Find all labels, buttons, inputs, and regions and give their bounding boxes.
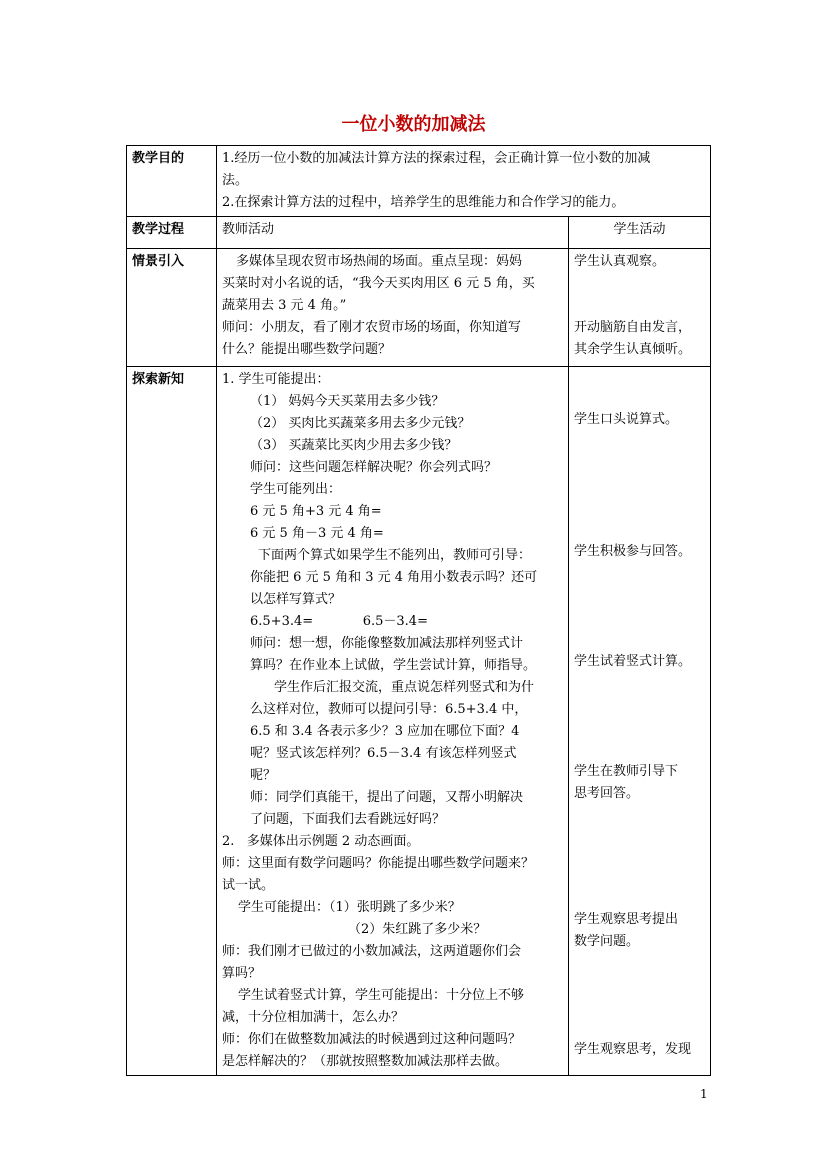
explore-line: （3） 买蔬菜比买肉少用去多少钱？ bbox=[250, 438, 458, 453]
explore-line: 了问题，下面我们去看跳远好吗？ bbox=[250, 812, 446, 827]
explore-line: 下面两个算式如果学生不能列出，教师可引导： bbox=[258, 548, 532, 563]
explore-line: 师：我们刚才已做过的小数加减法，这两道题你们会 bbox=[222, 944, 522, 959]
explore-line: 学生试着竖式计算，学生可能提出：十分位上不够 bbox=[238, 988, 525, 1003]
explore-student-note: 学生积极参与回答。 bbox=[574, 544, 692, 559]
goals-label: 教学目的 bbox=[127, 146, 217, 217]
explore-line: 学生作后汇报交流，重点说怎样列竖式和为什 bbox=[274, 680, 535, 695]
explore-line: 试一试。 bbox=[222, 878, 275, 893]
explore-line: 你能把 6 元 5 角和 3 元 4 角用小数表示吗？还可 bbox=[250, 570, 538, 585]
explore-line: 以怎样写算式？ bbox=[250, 592, 342, 607]
explore-label: 探索新知 bbox=[127, 367, 217, 1076]
explore-row bbox=[127, 367, 711, 1076]
explore-student-note: 学生观察思考，发现 bbox=[574, 1042, 692, 1057]
explore-line: （1） 妈妈今天买菜用去多少钱？ bbox=[250, 394, 445, 409]
goals-content bbox=[217, 146, 711, 217]
explore-student-note: 学生口头说算式。 bbox=[574, 412, 679, 427]
goals-line: 1.经历一位小数的加减法计算方法的探索过程，会正确计算一位小数的加减 bbox=[222, 151, 651, 166]
explore-line: 是怎样解决的？（那就按照整数加减法那样去做。 bbox=[222, 1054, 509, 1069]
explore-line: 算吗？ bbox=[222, 966, 262, 981]
explore-line: 学生可能列出： bbox=[250, 482, 342, 497]
intro-teacher-activity bbox=[217, 249, 569, 367]
explore-line: 师：这里面有数学问题吗？你能提出哪些数学问题来？ bbox=[222, 856, 535, 871]
teacher-activity-header: 教师活动 bbox=[217, 217, 569, 249]
intro-student-line: 其余学生认真倾听。 bbox=[574, 342, 692, 357]
page-number: 1 bbox=[700, 1087, 708, 1101]
intro-teacher-line: 多媒体呈现农贸市场热闹的场面。重点呈现：妈妈 bbox=[236, 254, 523, 269]
intro-row bbox=[127, 249, 711, 367]
student-activity-header: 学生活动 bbox=[569, 217, 711, 249]
lesson-plan-table bbox=[126, 145, 711, 1076]
explore-line: 师：同学们真能干，提出了问题，又帮小明解决 bbox=[250, 790, 524, 805]
explore-line: 2. 多媒体出示例题 2 动态画面。 bbox=[222, 834, 420, 849]
explore-line: 么这样对位，教师可以提问引导：6.5+3.4 中， bbox=[250, 702, 528, 717]
explore-teacher-activity bbox=[217, 367, 569, 1076]
explore-line: （2）朱红跳了多少米？ bbox=[348, 922, 487, 937]
intro-teacher-line: 买菜时对小名说的话，“我今天买肉用区 6 元 5 角，买 bbox=[222, 276, 535, 291]
intro-student-line: 学生认真观察。 bbox=[574, 254, 666, 269]
intro-teacher-line: 师问：小朋友，看了刚才农贸市场的场面，你知道写 bbox=[222, 320, 522, 335]
explore-line: 呢？ bbox=[250, 768, 277, 783]
explore-student-note: 学生在教师引导下 bbox=[574, 764, 679, 779]
intro-teacher-line: 什么？能提出哪些数学问题？ bbox=[222, 342, 392, 357]
explore-student-activity bbox=[569, 367, 711, 1076]
intro-student-line: 开动脑筋自由发言， bbox=[574, 320, 692, 335]
explore-line: 学生可能提出：（1）张明跳了多少米？ bbox=[238, 900, 461, 915]
explore-line: （2） 买肉比买蔬菜多用去多少元钱？ bbox=[250, 416, 471, 431]
explore-line: 师问：这些问题怎样解决呢？你会列式吗？ bbox=[250, 460, 498, 475]
document-title: 一位小数的加减法 bbox=[341, 114, 486, 135]
explore-student-note: 学生试着竖式计算。 bbox=[574, 654, 692, 669]
explore-line: 师问：想一想，你能像整数加减法那样列竖式计 bbox=[250, 636, 524, 651]
explore-line: 算吗？在作业本上试做，学生尝试计算，师指导。 bbox=[250, 658, 537, 673]
explore-student-note: 学生观察思考提出 bbox=[574, 912, 679, 927]
goals-line: 2.在探索计算方法的过程中，培养学生的思维能力和合作学习的能力。 bbox=[222, 195, 625, 210]
process-header-row bbox=[127, 217, 711, 249]
explore-line: 1. 学生可能提出： bbox=[222, 372, 330, 387]
intro-student-activity bbox=[569, 249, 711, 367]
intro-label: 情景引入 bbox=[127, 249, 217, 367]
explore-line: 6.5+3.4= 6.5－3.4= bbox=[250, 614, 428, 629]
explore-line: 师：你们在做整数加减法的时候遇到过这种问题吗？ bbox=[222, 1032, 522, 1047]
goals-row bbox=[127, 146, 711, 217]
explore-line: 6.5 和 3.4 各表示多少？3 应加在哪位下面？4 bbox=[250, 724, 520, 739]
explore-line: 减，十分位相加满十，怎么办？ bbox=[222, 1010, 405, 1025]
process-label: 教学过程 bbox=[127, 217, 217, 249]
explore-line: 6 元 5 角+3 元 4 角= bbox=[250, 504, 382, 519]
explore-line: 呢？竖式该怎样列？6.5－3.4 有该怎样列竖式 bbox=[250, 746, 517, 761]
explore-student-note: 思考回答。 bbox=[574, 786, 640, 801]
goals-line: 法。 bbox=[222, 173, 249, 188]
explore-student-note: 数学问题。 bbox=[574, 934, 640, 949]
explore-line: 6 元 5 角－3 元 4 角= bbox=[250, 526, 384, 541]
intro-teacher-line: 蔬菜用去 3 元 4 角。” bbox=[222, 298, 347, 313]
